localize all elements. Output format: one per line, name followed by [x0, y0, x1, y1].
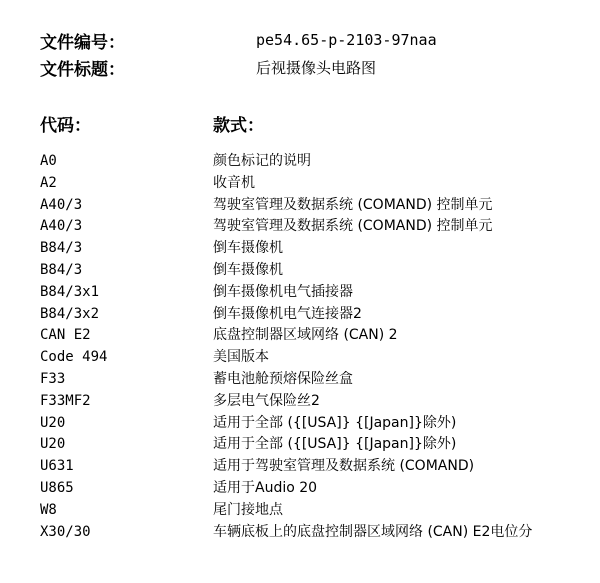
component-description: 适用于全部 ({[USA]} {[Japan]}除外) [213, 436, 457, 453]
component-code: F33 [40, 370, 66, 387]
component-description: 倒车摄像机电气插接器 [213, 283, 353, 300]
component-code: B84/3x2 [40, 305, 100, 322]
legend-row [0, 347, 600, 369]
legend-row [0, 195, 600, 217]
legend-row [0, 413, 600, 435]
legend-row [0, 304, 600, 326]
component-code: A0 [40, 153, 57, 169]
component-code: A2 [40, 174, 57, 191]
component-code: U865 [40, 479, 74, 496]
legend-row [0, 325, 600, 347]
component-description: 多层电气保险丝2 [213, 392, 320, 409]
component-description: 适用于全部 ({[USA]} {[Japan]}除外) [213, 414, 457, 431]
component-description: 车辆底板上的底盘控制器区域网络 (CAN) E2电位分 [213, 523, 533, 540]
legend-row [0, 238, 600, 260]
legend-row [0, 282, 600, 304]
file-number-value: pe54.65-p-2103-97naa [256, 31, 437, 49]
component-description: 驾驶室管理及数据系统 (COMAND) 控制单元 [213, 196, 493, 213]
legend-row [0, 391, 600, 413]
component-description: 尾门接地点 [213, 501, 283, 518]
component-description: 倒车摄像机电气连接器2 [213, 305, 362, 322]
legend-row [0, 500, 600, 522]
component-code: A40/3 [40, 218, 83, 235]
component-description: 驾驶室管理及数据系统 (COMAND) 控制单元 [213, 218, 493, 235]
legend-row [0, 260, 600, 282]
component-code: U20 [40, 436, 66, 453]
component-code: F33MF2 [40, 392, 91, 409]
component-code: B84/3 [40, 261, 83, 278]
model-column-title: 款式： [213, 116, 264, 136]
component-description: 颜色标记的说明 [213, 153, 311, 169]
component-description: 美国版本 [213, 349, 269, 366]
legend-row [0, 522, 600, 544]
legend-row [0, 456, 600, 478]
component-description: 适用于Audio 20 [213, 479, 318, 496]
component-description: 收音机 [213, 174, 255, 191]
component-code: U20 [40, 414, 66, 431]
legend-row [0, 434, 600, 456]
component-description: 倒车摄像机 [213, 261, 283, 278]
component-code: A40/3 [40, 196, 83, 213]
component-code: X30/30 [40, 523, 91, 540]
file-title-value: 后视摄像头电路图 [256, 59, 377, 77]
component-description: 底盘控制器区域网络 (CAN) 2 [213, 327, 398, 344]
file-title-label: 文件标题： [40, 60, 125, 80]
component-code: CAN E2 [40, 327, 91, 344]
legend-row [0, 216, 600, 238]
component-code: B84/3 [40, 240, 83, 257]
component-code: B84/3x1 [40, 283, 100, 300]
legend-row [0, 151, 600, 173]
code-column-title: 代码： [40, 116, 91, 136]
component-code: W8 [40, 501, 57, 518]
component-description: 适用于驾驶室管理及数据系统 (COMAND) [213, 458, 475, 475]
legend-list [0, 151, 600, 543]
legend-row [0, 478, 600, 500]
component-description: 倒车摄像机 [213, 240, 283, 257]
component-code: U631 [40, 458, 74, 475]
file-number-label: 文件编号： [40, 33, 125, 53]
legend-row [0, 173, 600, 195]
component-description: 蓄电池舱预熔保险丝盒 [213, 370, 353, 387]
component-code: Code 494 [40, 349, 108, 366]
legend-row [0, 369, 600, 391]
